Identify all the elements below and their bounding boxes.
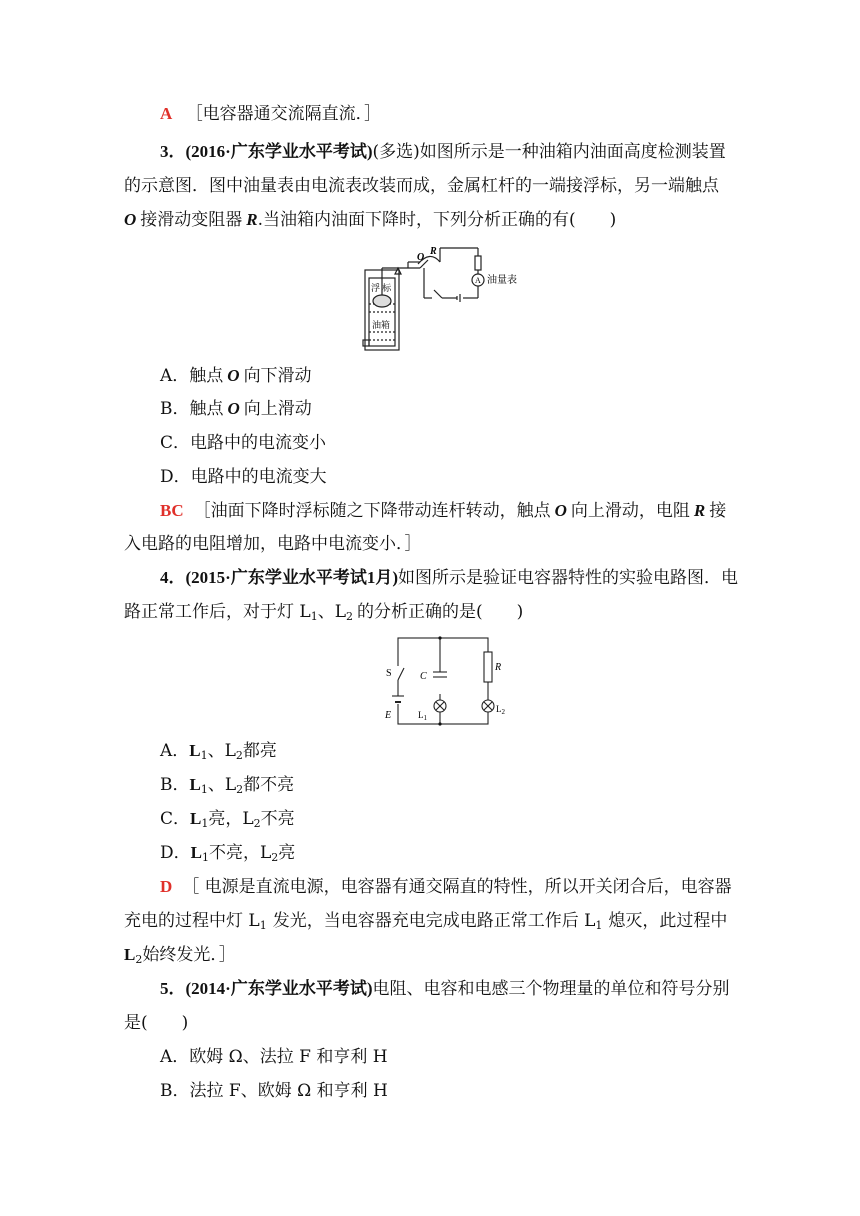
question-source: (2016·广东学业水平考试) xyxy=(185,142,373,161)
label-C: C xyxy=(420,671,427,682)
question-text: .当油箱内油面下降时，下列分析正确的有( ) xyxy=(257,210,617,230)
capacitor-circuit-figure xyxy=(380,632,512,730)
question-4-line-1 xyxy=(160,567,780,589)
answer-text: 入电路的电阻增加，电路中电流变小．］ xyxy=(124,534,422,554)
answer-text: ［电容器通交流隔直流．］ xyxy=(185,104,382,124)
option-letter: D． xyxy=(160,843,191,863)
var-O: O xyxy=(554,501,567,520)
question-number: 3． xyxy=(160,142,186,161)
option-a xyxy=(160,365,780,387)
option-letter: B． xyxy=(160,1081,190,1101)
option-text: 触点 xyxy=(189,399,224,419)
option-text: 电路中的电流变大 xyxy=(190,467,327,487)
option-d: D．$L_1$不亮，$L_2$亮 xyxy=(160,843,296,864)
answer-q4-line-2: 充电的过程中灯 $L_1$ 发光，当电容器充电完成电路正常工作后 $L_1$ 熄灭，此过程中 xyxy=(124,911,728,932)
option-b xyxy=(160,1080,780,1102)
oil-tank-figure xyxy=(360,240,530,352)
question-5-line-1 xyxy=(160,978,780,1000)
question-number: 5． xyxy=(160,979,186,998)
question-text: 接滑动变阻器 xyxy=(140,210,243,230)
var-O: O xyxy=(227,366,240,385)
question-3-line-2 xyxy=(124,175,744,197)
question-text: 路正常工作后，对于灯 L xyxy=(124,602,311,622)
answer-text: ［ 电源是直流电源，电容器有通交隔直的特性，所以开关闭合后，电容器 xyxy=(182,877,732,897)
answer-letter: D xyxy=(160,877,173,896)
answer-q3-line-1 xyxy=(160,500,744,522)
option-a: A．$L_1$、$L_2$都亮 xyxy=(160,741,277,762)
option-text: 向下滑动 xyxy=(243,366,312,386)
answer-text: ［油面下降时浮标随之下降带动连杆转动，触点 xyxy=(193,501,551,521)
question-text: 的分析正确的是( ) xyxy=(357,602,524,622)
option-letter: A． xyxy=(160,741,190,761)
question-4-line-2: 路正常工作后，对于灯 $L_1$、$L_2$ 的分析正确的是( ) xyxy=(124,602,524,623)
answer-q4-line-3: $L_2$始终发光．］ xyxy=(124,945,236,966)
resistor-icon xyxy=(475,256,481,270)
option-letter: D． xyxy=(160,467,191,487)
question-text: 的示意图．图中油量表由电流表改装而成，金属杠杆的一端接浮标，另一端触点 xyxy=(124,176,719,196)
var-O: O xyxy=(124,210,137,229)
question-source: (2014·广东学业水平考试) xyxy=(185,979,373,998)
option-letter: A． xyxy=(160,366,190,386)
answer-text: 始终发光．］ xyxy=(142,945,236,965)
answer-line xyxy=(160,103,780,125)
option-text: 欧姆 Ω、法拉 F 和亨利 H xyxy=(189,1047,388,1067)
answer-q4-line-1 xyxy=(160,876,780,898)
option-b: B．$L_1$、$L_2$都不亮 xyxy=(160,775,295,796)
answer-text: 向上滑动，电阻 xyxy=(570,501,690,521)
meter-name: 油量表 xyxy=(487,275,517,286)
label-E: E xyxy=(385,710,392,721)
label-R: R xyxy=(495,662,502,673)
float-icon xyxy=(373,295,391,307)
option-a xyxy=(160,1046,780,1068)
option-b xyxy=(160,398,780,420)
answer-text: 接 xyxy=(709,501,727,521)
label-L2: $L_2$ xyxy=(496,704,505,716)
option-c xyxy=(160,432,780,454)
question-3-line-1 xyxy=(160,141,780,163)
question-text: 如图所示是验证电容器特性的实验电路图．电 xyxy=(398,568,738,588)
answer-letter: BC xyxy=(160,501,184,520)
resistor-icon xyxy=(484,652,492,682)
option-letter: B． xyxy=(160,399,190,419)
option-d xyxy=(160,466,780,488)
switch-icon xyxy=(434,290,442,298)
question-text: 、L xyxy=(317,602,346,622)
option-c: C．$L_1$亮，$L_2$不亮 xyxy=(160,809,295,830)
answer-text: 充电的过程中灯 L xyxy=(124,911,260,931)
ammeter-label: A xyxy=(475,276,481,285)
var-R: R xyxy=(693,501,706,520)
question-3-line-3 xyxy=(124,209,744,231)
tank-label: 油箱 xyxy=(372,320,391,330)
question-5-line-2 xyxy=(124,1012,744,1034)
option-text: 电路中的电流变小 xyxy=(190,433,327,453)
option-letter: C． xyxy=(160,809,191,829)
question-text: 是( ) xyxy=(124,1013,189,1033)
question-text: (多选)如图所示是一种油箱内油面高度检测装置 xyxy=(372,142,726,162)
option-text: 法拉 F、欧姆 Ω 和亨利 H xyxy=(189,1081,388,1101)
question-number: 4． xyxy=(160,568,186,587)
option-text: 触点 xyxy=(189,366,224,386)
answer-letter: A xyxy=(160,104,173,123)
label-S: S xyxy=(386,668,392,679)
float-label: 浮 标 xyxy=(371,283,392,293)
answer-q3-line-2 xyxy=(124,533,744,555)
answer-text: 熄灭，此过程中 xyxy=(608,911,728,931)
option-text: 向上滑动 xyxy=(243,399,312,419)
question-source: (2015·广东学业水平考试1月) xyxy=(185,568,398,587)
answer-text: 发光，当电容器充电完成电路正常工作后 L xyxy=(272,911,596,931)
option-letter: C． xyxy=(160,433,191,453)
option-letter: B． xyxy=(160,775,190,795)
var-R: R xyxy=(246,210,258,229)
label-L1: $L_1$ xyxy=(418,710,427,722)
question-text: 电阻、电容和电感三个物理量的单位和符号分别 xyxy=(372,979,730,999)
label-O: O xyxy=(417,252,425,263)
label-R: R xyxy=(430,246,437,257)
var-O: O xyxy=(227,399,240,418)
option-letter: A． xyxy=(160,1047,190,1067)
